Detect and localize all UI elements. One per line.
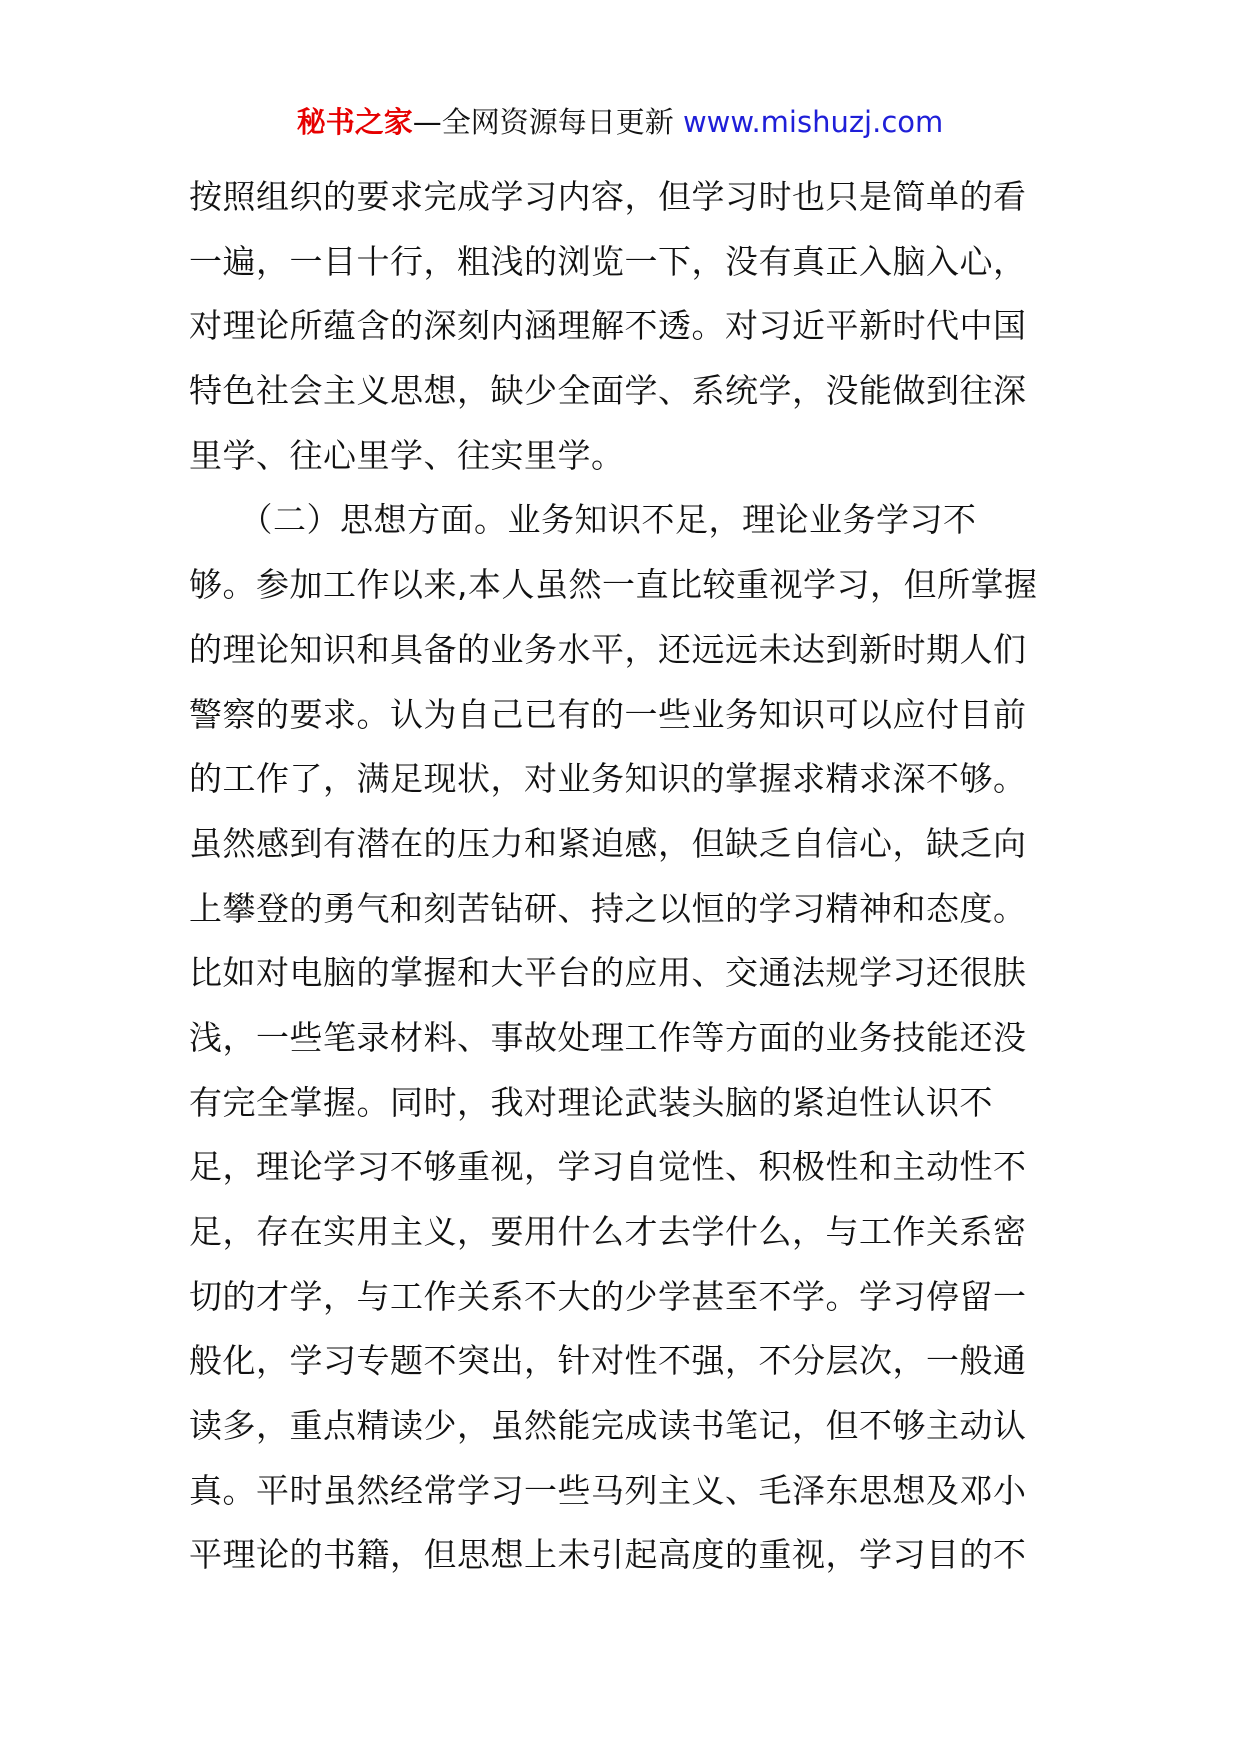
text-line: 平理论的书籍，但思想上未引起高度的重视，学习目的不 — [189, 1535, 1027, 1575]
text-line: 上攀登的勇气和刻苦钻研、持之以恒的学习精神和态度。 — [189, 888, 1027, 928]
header-tagline: —全网资源每日更新 — [412, 105, 683, 139]
brand-name: 秘书之家 — [296, 105, 413, 139]
text-line: 一遍，一目十行，粗浅的浏览一下，没有真正入脑入心， — [189, 241, 1027, 281]
text-line: 按照组织的要求完成学习内容，但学习时也只是简单的看 — [189, 177, 1027, 216]
text-line: 真。平时虽然经常学习一些马列主义、毛泽东思想及邓小 — [189, 1470, 1027, 1510]
text-line: 警察的要求。认为自己已有的一些业务知识可以应付目前 — [189, 694, 1027, 734]
text-line: 够。参加工作以来,本人虽然一直比较重视学习，但所掌握 — [189, 565, 1038, 605]
text-line: 里学、往心里学、往实里学。 — [189, 435, 625, 475]
text-line: 虽然感到有潜在的压力和紧迫感，但缺乏自信心，缺乏向 — [189, 823, 1027, 863]
text-line: 对理论所蕴含的深刻内涵理解不透。对习近平新时代中国 — [189, 306, 1027, 346]
text-line: 的工作了，满足现状，对业务知识的掌握求精求深不够。 — [189, 759, 1027, 799]
text-line: 般化，学习专题不突出，针对性不强，不分层次，一般通 — [189, 1341, 1027, 1381]
text-line: 足，理论学习不够重视，学习自觉性、积极性和主动性不 — [189, 1147, 1027, 1187]
text-line: 切的才学，与工作关系不大的少学甚至不学。学习停留一 — [189, 1276, 1027, 1316]
body-text — [189, 165, 1059, 1588]
watermark-header — [0, 102, 1240, 142]
text-line: 比如对电脑的掌握和大平台的应用、交通法规学习还很肤 — [189, 953, 1027, 993]
text-line: 特色社会主义思想，缺少全面学、系统学，没能做到往深 — [189, 371, 1027, 411]
text-line: 的理论知识和具备的业务水平，还远远未达到新时期人们 — [189, 629, 1027, 669]
text-line: 浅，一些笔录材料、事故处理工作等方面的业务技能还没 — [189, 1017, 1027, 1057]
section-heading-line: （二）思想方面。业务知识不足，理论业务学习不 — [189, 500, 977, 540]
text-line: 读多，重点精读少，虽然能完成读书笔记，但不够主动认 — [189, 1406, 1027, 1446]
website-link[interactable]: www.mishuzj.com — [682, 105, 944, 139]
text-line: 足，存在实用主义，要用什么才去学什么，与工作关系密 — [189, 1212, 1027, 1251]
text-line: 有完全掌握。同时，我对理论武装头脑的紧迫性认识不 — [189, 1082, 993, 1122]
